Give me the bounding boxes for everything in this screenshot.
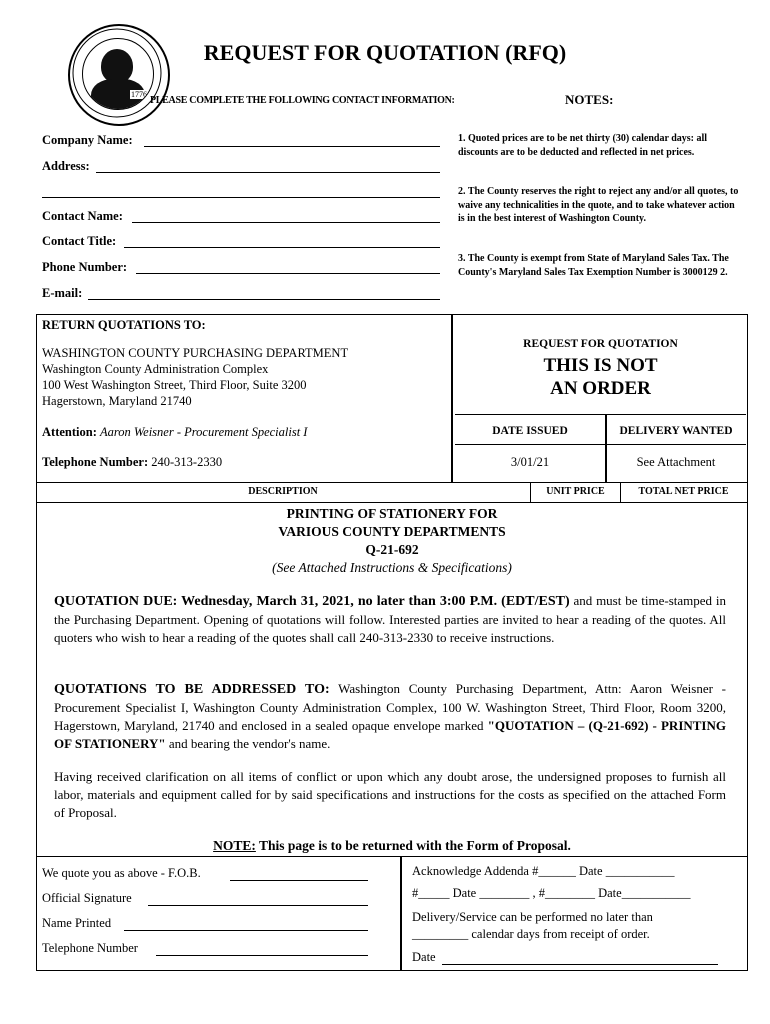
description-header: DESCRIPTION (248, 486, 318, 497)
addressed-bold: QUOTATIONS TO BE ADDRESSED TO: (54, 682, 330, 697)
address-label: Address: (42, 159, 90, 173)
name-printed-field[interactable] (124, 930, 368, 931)
total-price-header: TOTAL NET PRICE (638, 486, 729, 497)
email-label: E-mail: (42, 286, 83, 300)
company-name-label: Company Name: (42, 133, 133, 147)
not-order-line2: AN ORDER (550, 378, 651, 399)
company-name-field[interactable] (144, 146, 440, 147)
delivery-days-field[interactable]: _________ calendar days from receipt of order. (412, 927, 650, 941)
telephone-value: 240-313-2330 (151, 455, 223, 469)
email-field[interactable] (88, 299, 440, 300)
return-line: Hagerstown, Maryland 21740 (42, 394, 192, 408)
telephone-number-label: Telephone Number (42, 941, 138, 955)
date-label: Date (412, 950, 436, 964)
note-item: 2. The County reserves the right to reject any and/or all quotes, to waive any technicalities in the quote, and to take whatever action is in the best interest of Washington County. (458, 186, 739, 224)
date-issued-label: DATE ISSUED (492, 425, 568, 437)
delivery-wanted-value: See Attachment (636, 455, 716, 469)
divider (36, 856, 748, 857)
telephone-line (42, 455, 222, 470)
return-note (36, 838, 748, 854)
item-line2: VARIOUS COUNTY DEPARTMENTS (278, 524, 506, 539)
phone-number-field[interactable] (136, 273, 440, 274)
quotation-due-paragraph (54, 592, 726, 647)
contact-title-label: Contact Title: (42, 234, 117, 248)
note-label: NOTE: (213, 838, 256, 853)
attention-value: Aaron Weisner - Procurement Specialist I (99, 425, 308, 439)
note-text: This page is to be returned with the Form of Proposal. (255, 838, 571, 853)
return-line: Washington County Administration Complex (42, 362, 269, 376)
telephone-label: Telephone Number: (42, 455, 149, 469)
return-heading: RETURN QUOTATIONS TO: (42, 318, 206, 332)
note-item: 1. Quoted prices are to be net thirty (30) calendar days: all discounts are to be deducted and reflected in net prices. (458, 133, 708, 158)
page-title: REQUEST FOR QUOTATION (RFQ) (203, 40, 567, 65)
item-line1: PRINTING OF STATIONERY FOR (286, 506, 498, 521)
addressed-bold2: "QUOTATION – (Q-21-692) - PRINTING OF STATIONERY" (54, 718, 726, 751)
delivery-statement: Delivery/Service can be performed no later than (412, 910, 653, 924)
divider (455, 444, 746, 445)
date-field[interactable] (442, 964, 718, 965)
seal-year: 1776 (131, 90, 147, 99)
fob-field[interactable] (230, 880, 368, 881)
addressed-paragraph (54, 680, 726, 753)
addressed-rest2: and bearing the vendor's name. (165, 736, 331, 751)
return-line: 100 West Washington Street, Third Floor, Suite 3200 (42, 378, 307, 392)
contact-instruction: PLEASE COMPLETE THE FOLLOWING CONTACT INFORMATION: (150, 95, 455, 106)
acknowledge-addenda-2[interactable]: #_____ Date ________ , #________ Date___________ (412, 886, 691, 900)
address-field-line2[interactable] (42, 197, 440, 198)
date-issued-value: 3/01/21 (510, 455, 550, 469)
not-order-line1: THIS IS NOT (543, 355, 658, 376)
rfq-label: REQUEST FOR QUOTATION (523, 338, 678, 350)
item-number: Q-21-692 (365, 542, 419, 557)
name-printed-label: Name Printed (42, 916, 112, 930)
contact-name-field[interactable] (132, 222, 440, 223)
due-bold: QUOTATION DUE: Wednesday, March 31, 2021, no later than 3:00 P.M. (EDT/EST) (54, 594, 570, 609)
contact-title-field[interactable] (124, 247, 440, 248)
addressed-rest: Washington County Purchasing Department, Attn: Aaron Weisner - Procurement Specialist I, Washington County Administration Complex, 100 W. Washington Street, Third Floor, Room 3200, Hagerstown, Maryland, 21740 and enclosed in a sealed opaque envelope marked (54, 681, 726, 733)
signature-field[interactable] (148, 905, 368, 906)
attention-label: Attention: (42, 425, 97, 439)
notes-heading: NOTES: (565, 92, 614, 107)
address-field[interactable] (96, 172, 440, 173)
signature-label: Official Signature (42, 891, 132, 905)
item-see-attached: (See Attached Instructions & Specifications) (272, 560, 512, 575)
note-item: 3. The County is exempt from State of Maryland Sales Tax. The County's Maryland Sales Tax Exemption Number is 3000129 2. (458, 253, 729, 278)
acknowledge-addenda[interactable]: Acknowledge Addenda #______ Date ___________ (412, 864, 675, 878)
contact-name-label: Contact Name: (42, 209, 123, 223)
return-line: WASHINGTON COUNTY PURCHASING DEPARTMENT (42, 346, 349, 360)
due-rest: and must be time-stamped in the Purchasing Department. Opening of quotations will follow. Interested parties are invited to hear a reading of the quotes. All quoters who wish to hear a reading of the quotes shall call 240-313-2330 to receive instructions. (54, 593, 726, 645)
phone-number-label: Phone Number: (42, 260, 128, 274)
delivery-wanted-label: DELIVERY WANTED (619, 425, 733, 437)
fob-label: We quote you as above - F.O.B. (42, 866, 201, 880)
clarification-paragraph: Having received clarification on all items of conflict or upon which any doubt arose, the undersigned proposes to furnish all labor, materials and equipment called for by said specifications and instructions for the costs as specified on the attached Form of Proposal. (54, 769, 726, 820)
attention-line (42, 425, 307, 440)
item-description (36, 505, 748, 577)
telephone-number-field[interactable] (156, 955, 368, 956)
unit-price-header: UNIT PRICE (546, 486, 605, 497)
divider (400, 856, 402, 971)
